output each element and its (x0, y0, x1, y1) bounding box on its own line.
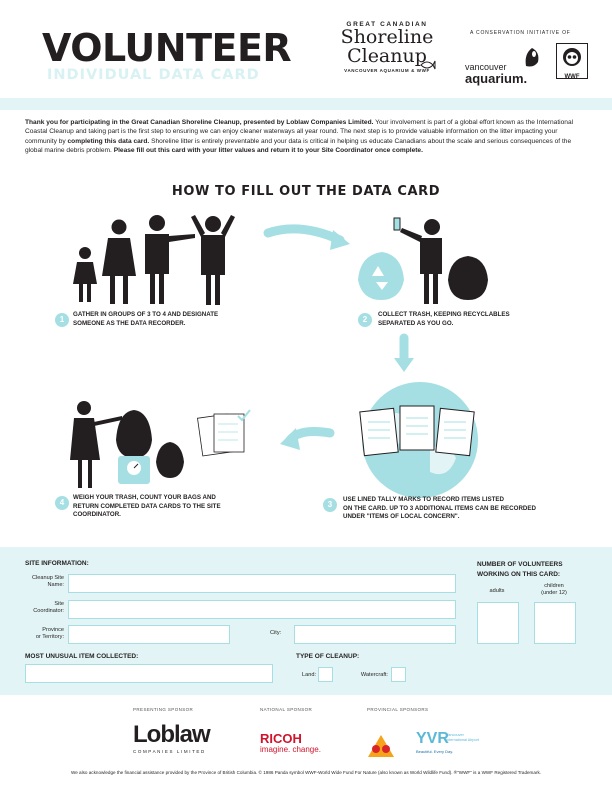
panda-icon (557, 44, 587, 68)
province-label-2: or Territory: (35, 634, 64, 640)
page-title: VOLUNTEER (42, 26, 292, 70)
step-3-line2: ON THE CARD. UP TO 3 ADDITIONAL ITEMS CAN BE RECORDED (343, 504, 536, 512)
cleanup-site-label-2: Name: (47, 582, 64, 588)
logo-line2: Cleanup (347, 45, 427, 67)
loblaw-sub: COMPANIES LIMITED (133, 749, 206, 754)
volunteers-label (477, 560, 563, 580)
children-label-2: (under 12) (541, 590, 567, 596)
volunteers-label-1: NUMBER OF VOLUNTEERS (477, 561, 563, 568)
va-line1: vancouver (465, 62, 507, 72)
logo-line1: Shoreline (340, 26, 434, 48)
va-line2: aquarium. (465, 71, 528, 86)
step-2-number: 2 (358, 313, 372, 327)
ricoh-name: RICOH (260, 731, 302, 746)
scale-icon (118, 456, 150, 484)
step-2-text (378, 311, 548, 328)
trash-bag-icon (448, 256, 488, 300)
arrow-right-icon (268, 229, 340, 240)
person-collecting-icon (394, 218, 442, 304)
land-label: Land: (302, 672, 316, 678)
intro-paragraph (25, 118, 588, 155)
cleanup-site-name-field[interactable] (68, 574, 456, 593)
intro-bold-3: Please fill out this card with your litter values and return it to your Site Coordinator once complete. (113, 146, 423, 154)
conservation-initiative-label: A CONSERVATION INITIATIVE OF (470, 30, 571, 36)
trash-bag-icon (156, 442, 184, 478)
vancouver-aquarium-logo (465, 62, 527, 84)
data-cards-icon (360, 406, 474, 456)
fish-icon (420, 58, 436, 72)
children-label-1: children (544, 583, 564, 589)
cleanup-site-label-1: Cleanup Site (31, 575, 64, 581)
children-count-field[interactable] (534, 602, 576, 644)
ricoh-sub: imagine. change. (260, 745, 321, 754)
city-field[interactable] (294, 625, 456, 644)
cleanup-site-label (20, 575, 64, 589)
logo-bottom-text: VANCOUVER AQUARIUM & WWF (344, 68, 430, 73)
intro-bold-2: completing this data card. (67, 137, 150, 145)
site-coordinator-label (20, 601, 64, 615)
city-label: City: (270, 630, 282, 636)
unusual-item-field[interactable] (25, 664, 273, 683)
wwf-text: WWF (564, 74, 580, 80)
footer-acknowledgement: We also acknowledge the financial assistance provided by the Province of British Columbia. © 1986 Panda symbol WWF-World Wide Fund For Nature (also known as World Wildlife Fund). ®"WWF" is a WWF Registered Trademark. (70, 770, 542, 775)
volunteers-label-2: WORKING ON THIS CARD: (477, 571, 561, 578)
step-3-text (343, 496, 573, 522)
yvr-tag: Beautiful. Every Day. (416, 749, 454, 754)
intro-bold-1: Thank you for participating in the Great Canadian Shoreline Cleanup, presented by Loblaw Companies Limited. (25, 119, 374, 126)
step-1-line1: GATHER IN GROUPS OF 3 TO 4 AND DESIGNATE (73, 311, 219, 318)
step-1-text (73, 311, 243, 328)
person-weighing-icon (70, 401, 122, 488)
watercraft-label: Watercraft: (360, 672, 388, 678)
bc-lottery-logo (366, 733, 396, 759)
step-2-line2: SEPARATED AS YOU GO. (378, 319, 454, 327)
yvr-logo (416, 731, 486, 754)
step-3-number: 3 (323, 498, 337, 512)
step-4-number: 4 (55, 496, 69, 510)
step-3-line1: USE LINED TALLY MARKS TO RECORD ITEMS LISTED (343, 496, 504, 503)
wwf-logo (556, 43, 588, 79)
recycle-bag-icon (358, 252, 404, 300)
province-field[interactable] (68, 625, 230, 644)
province-label-1: Province (42, 627, 64, 633)
children-label (532, 583, 576, 597)
site-coordinator-field[interactable] (68, 600, 456, 619)
shoreline-cleanup-logo (332, 21, 442, 89)
family-icon (73, 215, 235, 305)
step-4-line2: RETURN COMPLETED DATA CARDS TO THE SITE (73, 502, 221, 510)
type-of-cleanup-label: TYPE OF CLEANUP: (296, 653, 360, 660)
loblaw-name: Loblaw (133, 721, 210, 748)
unusual-item-label: MOST UNUSUAL ITEM COLLECTED: (25, 653, 139, 660)
step-4-line1: WEIGH YOUR TRASH, COUNT YOUR BAGS AND (73, 494, 216, 501)
watercraft-checkbox[interactable] (391, 667, 406, 682)
ricoh-logo (260, 732, 340, 754)
intro-text-2: Shoreline litter is entirely preventable and your data is critical in helping us educate Canadians about the scale and serious consequences of the global marine debris problem. (25, 137, 572, 154)
site-coordinator-label-1: Site (54, 601, 64, 607)
step-1-line2: SOMEONE AS THE DATA RECORDER. (73, 319, 186, 327)
step-4-line3: COORDINATOR. (73, 511, 121, 518)
loblaw-logo (133, 723, 223, 754)
step-2-line1: COLLECT TRASH, KEEPING RECYCLABLES (378, 311, 510, 318)
adults-label: adults (489, 588, 505, 594)
yvr-name: YVR (416, 730, 449, 747)
howto-heading: HOW TO FILL OUT THE DATA CARD (171, 184, 441, 199)
logo-top-text: GREAT CANADIAN (346, 21, 428, 28)
header-band (0, 98, 612, 110)
page-subtitle: INDIVIDUAL DATA CARD (47, 67, 260, 83)
land-checkbox[interactable] (318, 667, 333, 682)
adults-count-field[interactable] (477, 602, 519, 644)
step-1-number: 1 (55, 313, 69, 327)
completed-cards-icon (198, 410, 250, 456)
presenting-sponsor-label: PRESENTING SPONSOR (133, 707, 194, 712)
national-sponsor-label: NATIONAL SPONSOR (260, 707, 313, 712)
site-info-heading: SITE INFORMATION: (25, 560, 89, 567)
province-label (20, 627, 64, 641)
step-4-text (73, 494, 253, 520)
site-coordinator-label-2: Coordinator: (33, 608, 64, 614)
provincial-sponsors-label: PROVINCIAL SPONSORS (367, 707, 429, 712)
yvr-sub: Vancouver International Airport (446, 733, 479, 742)
intro-text-1: Your involvement is part of a global effort known as the International Coastal Cleanup and taking part is the first step to ensuring we can enjoy cleaner waterways all year round. The next step is to provide valuable information on the litter impacting your community by (25, 119, 574, 145)
step-3-line3: UNDER "ITEMS OF LOCAL CONCERN". (343, 513, 460, 520)
